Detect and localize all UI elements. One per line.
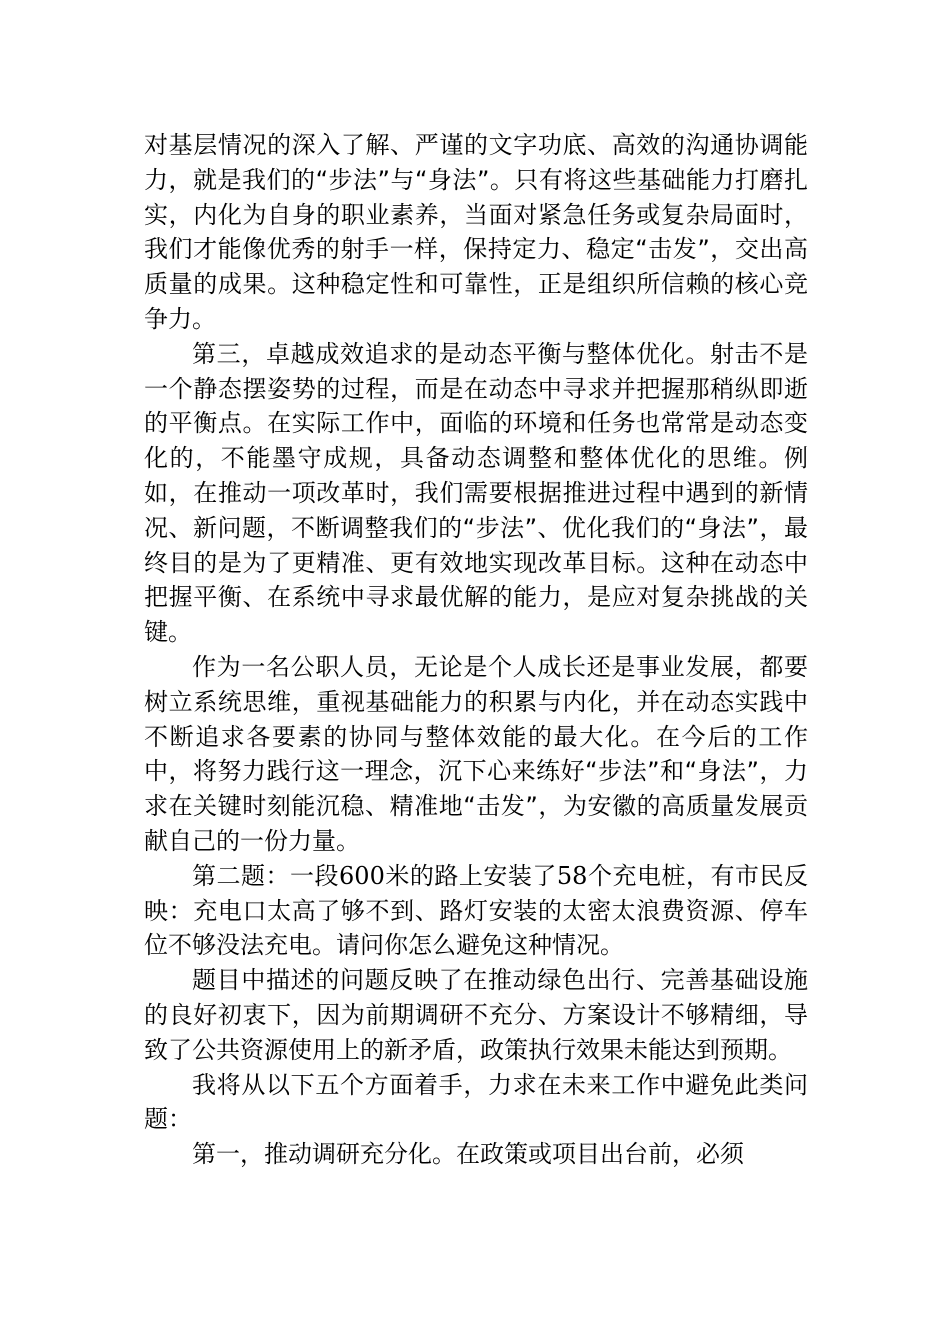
paragraph-conclusion: 作为一名公职人员，无论是个人成长还是事业发展，都要树立系统思维，重视基础能力的积累与内化，并在动态实践中不断追求各要素的协同与整体效能的最大化。在今后的工作中，将努力践行这一理念，沉下心来练好“步法”和“身法”，力求在关键时刻能沉稳、精准地“击发”，为安徽的高质量发展贡献自己的一份力量。 <box>144 652 808 855</box>
document-body <box>144 128 808 1172</box>
paragraph-continuation: 对基层情况的深入了解、严谨的文字功底、高效的沟通协调能力，就是我们的“步法”与“身法”。只有将这些基础能力打磨扎实，内化为自身的职业素养，当面对紧急任务或复杂局面时，我们才能像优秀的射手一样，保持定力、稳定“击发”，交出高质量的成果。这种稳定性和可靠性，正是组织所信赖的核心竞争力。 <box>144 131 808 333</box>
paragraph-first-measure: 第一，推动调研充分化。在政策或项目出台前，必须 <box>192 1140 744 1169</box>
paragraph-question-two: 第二题：一段600米的路上安装了58个充电桩，有市民反映：充电口太高了够不到、路灯安装的太密太浪费资源、停车位不够没法充电。请问你怎么避免这种情况。 <box>144 861 808 960</box>
paragraph-third-point: 第三，卓越成效追求的是动态平衡与整体优化。射击不是一个静态摆姿势的过程，而是在动态中寻求并把握那稍纵即逝的平衡点。在实际工作中，面临的环境和任务也常常是动态变化的，不能墨守成规，具备动态调整和整体优化的思维。例如，在推动一项改革时，我们需要根据推进过程中遇到的新情况、新问题，不断调整我们的“步法”、优化我们的“身法”，最终目的是为了更精准、更有效地实现改革目标。这种在动态中把握平衡、在系统中寻求最优解的能力，是应对复杂挑战的关键。 <box>144 339 808 647</box>
paragraph-problem-analysis: 题目中描述的问题反映了在推动绿色出行、完善基础设施的良好初衷下，因为前期调研不充分、方案设计不够精细，导致了公共资源使用上的新矛盾，政策执行效果未能达到预期。 <box>144 966 808 1064</box>
paragraph-approach-intro: 我将从以下五个方面着手，力求在未来工作中避免此类问题： <box>144 1070 808 1134</box>
